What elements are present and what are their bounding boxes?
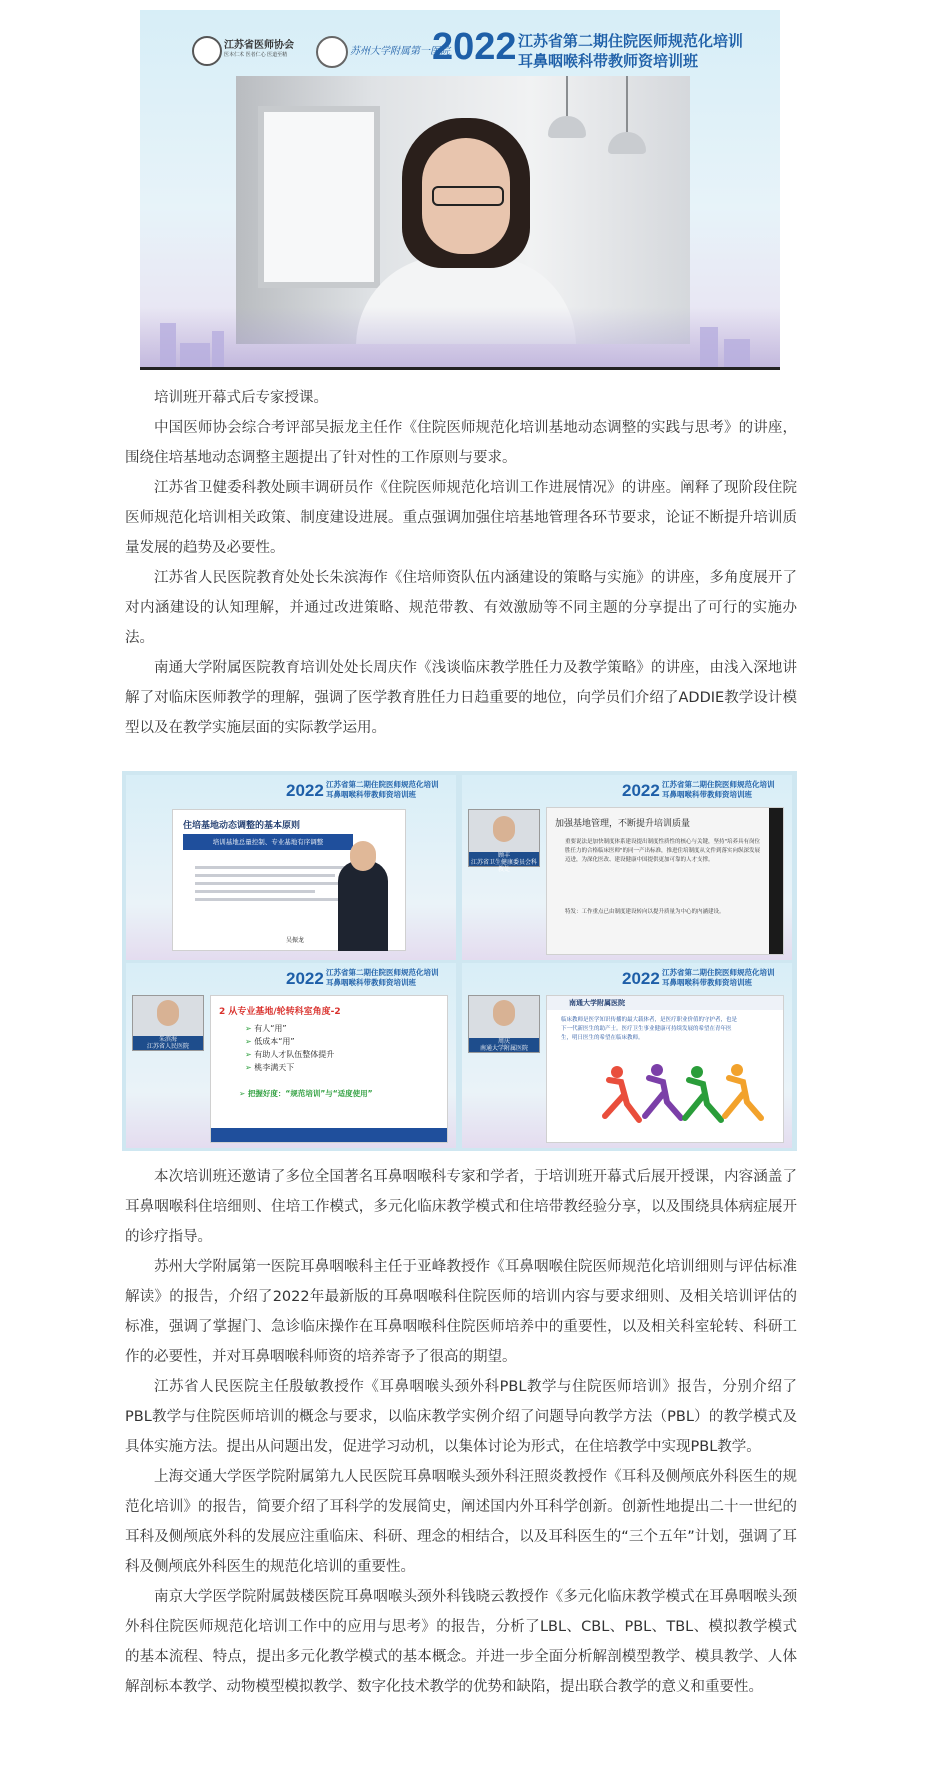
article-section-top (125, 383, 797, 743)
paragraph: 本次培训班还邀请了多位全国著名耳鼻咽喉科专家和学者，于培训班开幕式后展开授课，内容涵盖了耳鼻咽喉科住培细则、住培工作模式，多元化临床教学模式和住培带教经验分享，以及围绕具体病症展开的诊疗指导。 (125, 1169, 797, 1245)
slide-title: 住培基地动态调整的基本原则 (183, 821, 301, 831)
panel-title-line2: 耳鼻咽喉科带教师资培训班 (326, 978, 416, 987)
physician-association-logo (192, 36, 222, 66)
slide-text: 临床教师是医学知识传播的最大载体者，是医疗职业价值的守护者，也是下一代新医生的助产士。医疗卫生事业健康可持续发展的希望在青年医生，明日医生的希望在临床教师。 (561, 1017, 738, 1041)
panel-title-line1: 江苏省第二期住院医师规范化培训 (326, 968, 439, 977)
speaker-video-frame (236, 76, 690, 344)
paragraph: 江苏省人民医院主任殷敏教授作《耳鼻咽喉头颈外科PBL教学与住院医师培训》报告，分别介绍了PBL教学与住院医师培训的概念与要求，以临床教学实例介绍了问题导向教学方法（PBL）的教学模式及具体实施方法。提出从问题出发，促进学习动机，以集体讨论为形式，在住培教学中实现PBL教学。 (125, 1379, 797, 1455)
speaker-org: 江苏省卫生健康委员会科教处 (470, 859, 537, 873)
photo-caption: 培训班开幕式后专家授课。 (154, 390, 328, 406)
slide-title: 2 从专业基地/轮转科室角度-2 (219, 1007, 341, 1017)
panel-title-line1: 江苏省第二期住院医师规范化培训 (326, 780, 439, 789)
speaker-name: 吴振龙 (286, 937, 305, 944)
glasses-icon (432, 186, 504, 206)
speaker-camera (468, 809, 540, 873)
logo-left-motto: 医本仁术 医者仁心 医道至精 (224, 52, 288, 58)
hospital-logo (316, 36, 348, 68)
paragraph: 南京大学医学院附属鼓楼医院耳鼻咽喉头颈外科钱晓云教授作《多元化临床教学模式在耳鼻咽喉头颈外科住院医师规范化培训工作中的应用与思考》的报告，分析了LBL、CBL、PBL、TBL、模拟教学模式的基本流程、特点，提出多元化教学模式的基本概念。并进一步全面分析解剖模型教学、模具教学、人体解剖标本教学、动物模型模拟教学、数字化技术教学的优势和缺陷，提出联合教学的意义和重要性。 (125, 1589, 797, 1695)
speaker-org: 南通大学附属医院 (479, 1045, 528, 1052)
panel-title-line2: 耳鼻咽喉科带教师资培训班 (662, 790, 752, 799)
slide-bullet: 有助人才队伍整体提升 (254, 1050, 335, 1059)
city-skyline-decoration (140, 307, 780, 367)
slide-note: 特发：工作重点已由制度建设转向以提升质量为中心的内涵建设。 (565, 909, 725, 915)
lecture-panel-zhou (462, 963, 792, 1148)
slide-banner: 培训基地总量控制、专业基地有序调整 (183, 834, 353, 850)
opening-lecture-photo (140, 10, 780, 370)
speaker-camera (132, 995, 204, 1051)
banner-title-line1: 江苏省第二期住院医师规范化培训 (518, 32, 744, 50)
paragraph: 南通大学附属医院教育培训处处长周庆作《浅谈临床教学胜任力及教学策略》的讲座，由浅入深地讲解了对临床医师教学的理解，强调了医学教育胜任力日趋重要的地位，向学员们介绍了ADDIE教学设计模型以及在教学实施层面的实际教学运用。 (125, 660, 797, 736)
speaker-org: 江苏省人民医院 (146, 1043, 189, 1050)
lecture-panel-gu (462, 775, 792, 960)
lecture-slide (546, 995, 784, 1143)
lecture-panel-wu (126, 775, 456, 960)
panel-title-line2: 耳鼻咽喉科带教师资培训班 (326, 790, 416, 799)
speaker-name: 顾丰 (497, 852, 510, 859)
panel-title-line1: 江苏省第二期住院医师规范化培训 (662, 968, 775, 977)
paragraph: 江苏省人民医院教育处处长朱滨海作《住培师资队伍内涵建设的策略与实施》的讲座，多角度展开了对内涵建设的认知理解，并通过改进策略、规范带教、有效激励等不同主题的分享提出了可行的实施办法。 (125, 570, 797, 646)
slide-body: 重要说法是加快制度体系建设提出制度性质性的核心与关键，坚持"培养具有岗位胜任力的合格临床医师"的同一产出标准，推进住培制度从文件到落实向纵深发展迈进，为深化医改、建设健康中国提供更加可靠的人才支撑。 (565, 839, 761, 863)
lecture-panel-zhu (126, 963, 456, 1148)
slide-header: 南通大学附属医院 (547, 996, 783, 1010)
panel-year: 2022 (622, 969, 660, 988)
ceiling-lamp (566, 76, 568, 116)
banner-year: 2022 (432, 26, 517, 68)
slide-bullet: 低成本“用” (254, 1037, 295, 1046)
speaker-head (350, 841, 376, 871)
logo-left-name: 江苏省医师协会 (224, 40, 294, 51)
paragraph: 苏州大学附属第一医院耳鼻咽喉科主任于亚峰教授作《耳鼻咽喉住院医师规范化培训细则与评估标准解读》的报告，介绍了2022年最新版的耳鼻咽喉科住院医师的培训内容与要求细则、及相关培训评估的标准，强调了掌握门、急诊临床操作在耳鼻咽喉科住院医师培养中的重要性，以及相关科室轮转、科研工作的必要性，并对耳鼻咽喉科师资的培养寄予了很高的期望。 (125, 1259, 797, 1365)
slide-bullet: 有人“用” (254, 1024, 287, 1033)
paragraph: 江苏省卫健委科教处顾丰调研员作《住院医师规范化培训工作进展情况》的讲座。阐释了现阶段住院医师规范化培训相关政策、制度建设进展。重点强调加强住培基地管理各环节要求，论证不断提升培训质量发展的趋势及必要性。 (125, 480, 797, 556)
panel-title-line2: 耳鼻咽喉科带教师资培训班 (662, 978, 752, 987)
banner-title-line2: 耳鼻咽喉科带教师资培训班 (518, 52, 699, 70)
speaker-camera (468, 995, 540, 1053)
paragraph: 中国医师协会综合考评部吴振龙主任作《住院医师规范化培训基地动态调整的实践与思考》的讲座，围绕住培基地动态调整主题提出了针对性的工作原则与要求。 (125, 420, 797, 466)
speaker-name: 朱滨海 (158, 1036, 177, 1043)
ceiling-lamp (626, 76, 628, 132)
slide-bullet-list: ➢ 有人“用” ➢ 低成本“用” ➢ 有助人才队伍整体提升 ➢ 桃李满天下 (245, 1024, 335, 1072)
article-section-bottom (125, 1162, 797, 1702)
logo-right-name: 苏州大学附属第一医院 (350, 46, 450, 57)
panel-year: 2022 (286, 969, 324, 988)
panel-year: 2022 (286, 781, 324, 800)
slide-title: 加强基地管理，不断提升培训质量 (555, 819, 691, 829)
speaker-name: 周庆 (497, 1038, 510, 1045)
paragraph: 上海交通大学医学院附属第九人民医院耳鼻咽喉头颈外科汪照炎教授作《耳科及侧颅底外科医生的规范化培训》的报告，简要介绍了耳科学的发展简史，阐述国内外耳科学创新。创新性地提出二十一世纪的耳科及侧颅底外科的发展应注重临床、科研、理念的相结合，以及耳科医生的“三个五年”计划，强调了耳科及侧颅底外科医生的规范化培训的重要性。 (125, 1469, 797, 1575)
slide-bullet: 桃李满天下 (254, 1063, 295, 1072)
slide-conclusion: ➢ 把握好度：“规范培训”与“适度使用” (239, 1089, 373, 1098)
runners-illustration (587, 1060, 767, 1136)
panel-year: 2022 (622, 781, 660, 800)
lecture-slide (546, 807, 784, 955)
speaker-figure (338, 861, 388, 951)
room-window (258, 106, 380, 288)
lecture-collage (122, 771, 797, 1151)
lecture-slide (210, 995, 448, 1143)
panel-title-line1: 江苏省第二期住院医师规范化培训 (662, 780, 775, 789)
